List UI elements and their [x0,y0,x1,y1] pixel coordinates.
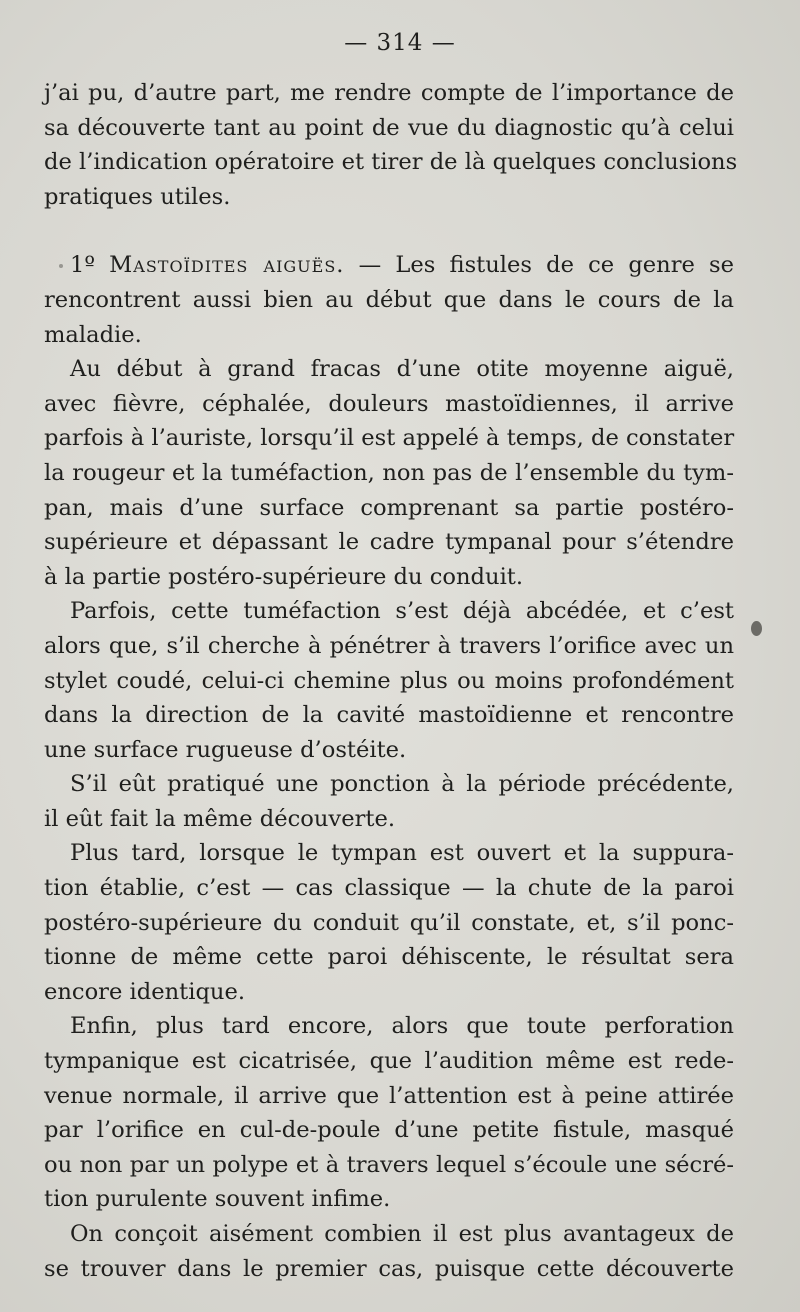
text-line: postéro-supérieure du conduit qu’il constate, et, s’il ponc- [44,909,734,936]
text-line: tion purulente souvent infime. [44,1186,391,1213]
paragraph [44,1009,734,1217]
text-line: j’ai pu, d’autre part, me rendre compte de l’importance de [44,80,734,106]
text-line: tionne de même cette paroi déhiscente, le résultat sera [44,944,734,971]
text-line: à la partie postéro-supérieure du conduit. [44,563,524,590]
text-line: Enfin, plus tard encore, alors que toute perforation [70,1013,734,1040]
text-line: avec fièvre, céphalée, douleurs mastoïdiennes, il arrive [44,390,734,417]
section-number: 1º [70,252,95,279]
text-line: dans la direction de la cavité mastoïdienne et rencontre [44,702,734,729]
text-line: tion établie, c’est — cas classique — la chute de la paroi [44,875,734,902]
text-line: rencontrent aussi bien au début que dans le cours de la [44,286,734,313]
text-line: une surface rugueuse d’ostéite. [44,736,407,763]
text-line: venue normale, il arrive que l’attention est à peine attirée [44,1082,734,1109]
text-line: Plus tard, lorsque le tympan est ouvert et la suppura- [70,840,734,867]
text-line: tympanique est cicatrisée, que l’audition même est rede- [44,1048,734,1075]
line-text: — Les fistules de ce genre se [344,252,734,279]
text-line: il eût fait la même découverte. [44,805,395,832]
text-line: alors que, s’il cherche à pénétrer à travers l’orifice avec un [44,632,734,659]
ink-speck [751,621,762,636]
text-line: On conçoit aisément combien il est plus avantageux de [70,1221,734,1247]
paragraph [44,836,734,1009]
paragraph [44,76,738,214]
paragraph [44,767,734,836]
text-line: Au début à grand fracas d’une otite moyenne aiguë, [70,356,734,383]
paragraph-gap [44,214,734,248]
text-line: sa découverte tant au point de vue du diagnostic qu’à celui [44,114,734,141]
text-line: la rougeur et la tuméfaction, non pas de l’ensemble du tym- [44,459,734,486]
paragraph [44,352,734,594]
text-line: ou non par un polype et à travers lequel s’écoule une sécré- [44,1151,734,1178]
body-text [44,76,738,1286]
text-line: supérieure et dépassant le cadre tympanal pour s’étendre [44,529,734,556]
text-line: S’il eût pratiqué une ponction à la période précédente, [70,771,734,798]
section-paragraph [44,248,734,352]
page-number: — 314 — [344,30,456,56]
text-line: pan, mais d’une surface comprenant sa partie postéro- [44,494,734,521]
text-line: stylet coudé, celui-ci chemine plus ou moins profondément [44,667,734,694]
text-line: encore identique. [44,978,246,1005]
text-line: de l’indication opératoire et tirer de là quelques conclusions [44,149,738,176]
text-line: parfois à l’auriste, lorsqu’il est appelé à temps, de constater [44,425,735,452]
text-line: pratiques utiles. [44,183,231,210]
text-line: par l’orifice en cul-de-poule d’une petite fistule, masqué [44,1117,734,1144]
paragraph [44,594,734,767]
section-heading: Mastoïdites aiguës. [109,252,345,279]
ink-speck [59,264,63,268]
text-line: se trouver dans le premier cas, puisque cette découverte [44,1255,734,1282]
text-line [44,248,734,283]
text-line: maladie. [44,321,142,348]
paragraph [44,1217,734,1286]
text-line: Parfois, cette tuméfaction s’est déjà abcédée, et c’est [70,598,734,625]
